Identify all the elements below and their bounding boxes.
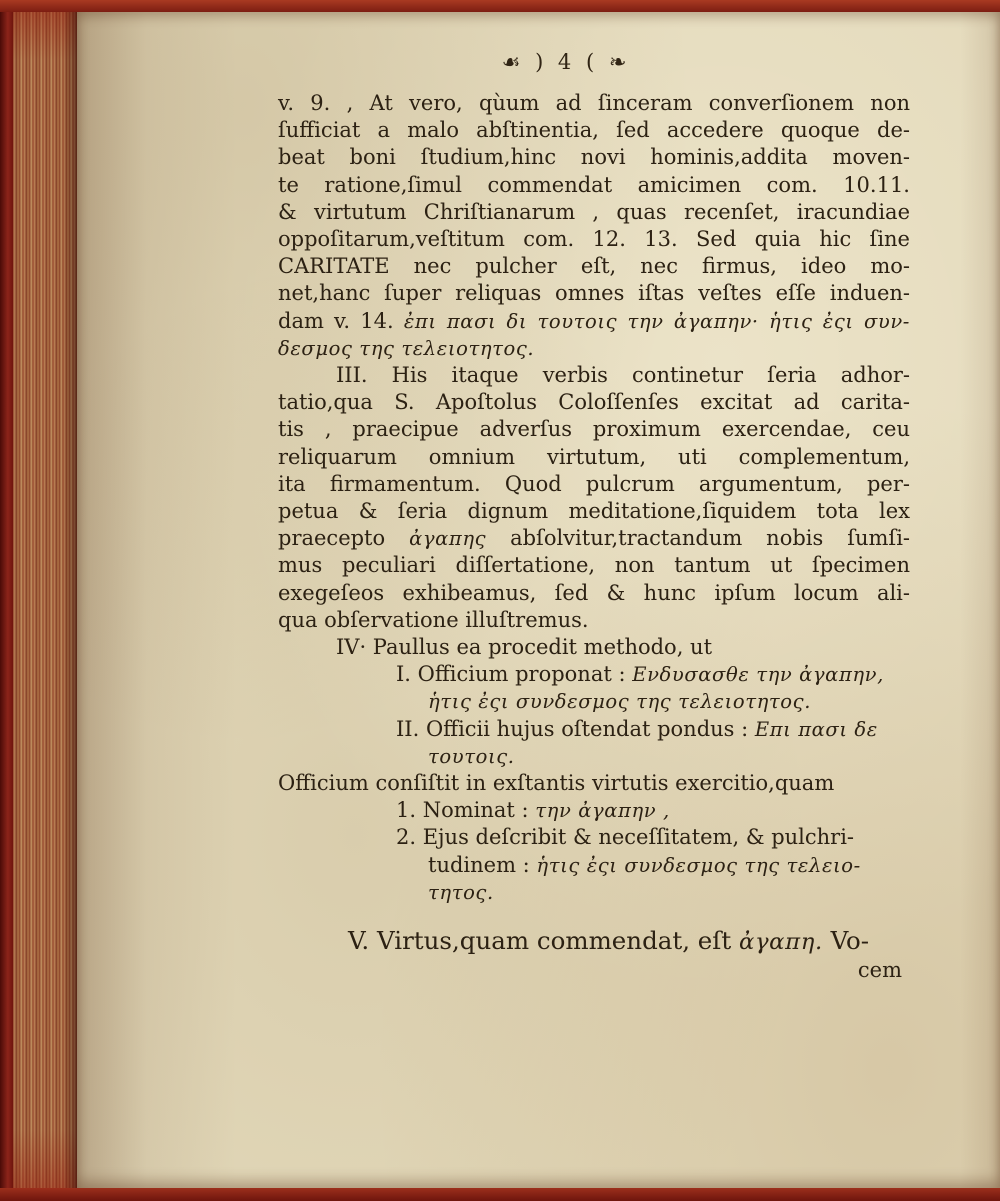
cover-edge-bottom <box>0 1188 1000 1201</box>
page-number-header: ☙ ) 4 ( ❧ <box>501 50 631 74</box>
text-line: ἡτις ἐςι συνδεσμος της τελειοτητος. <box>428 690 811 714</box>
text-line: petua & ſeria dignum meditatione,ſiquidem tota lex <box>278 499 910 524</box>
text-line: CARITATE nec pulcher eſt, nec firmus, ideo mo- <box>278 254 910 279</box>
stacked-page-edges <box>13 0 77 1201</box>
text-line: δεσμος της τελειοτητος. <box>278 336 535 360</box>
text-block <box>278 50 910 984</box>
text-line: 1. Nominat : την ἀγαπην , <box>396 798 670 823</box>
text-line: ſufficiat a malo abſtinentia, ſed accedere quoque de- <box>278 118 910 143</box>
text-line: exegeſeos exhibeamus, ſed & hunc ipſum locum ali- <box>278 580 910 605</box>
text-line: oppoſitarum,veſtitum com. 12. 13. Sed quia hic ſine <box>278 227 910 252</box>
text-line: praecepto ἀγαπης abſolvitur,tractandum nobis ſumſi- <box>278 526 910 551</box>
text-line: V. Virtus,quam commendat, eſt ἀγαπη. Vo- <box>348 926 870 956</box>
text-line: mus peculiari diſſertatione, non tantum ut ſpecimen <box>278 553 910 578</box>
text-line: reliquarum omnium virtutum, uti complementum, <box>278 444 910 469</box>
text-line: τουτοις. <box>428 744 515 768</box>
body-lines <box>278 90 910 984</box>
text-line: dam v. 14. ἐπι πασι δι τουτοις την ἀγαπην· ἡτις ἐςι συν- <box>278 308 910 333</box>
text-line: II. Officii hujus oſtendat pondus : Επι πασι δε <box>396 716 878 741</box>
text-line: I. Officium proponat : Ενδυσασθε την ἀγαπην, <box>396 662 884 687</box>
text-line: IV· Paullus ea procedit methodo, ut <box>336 635 713 660</box>
cover-edge-top <box>0 0 1000 12</box>
text-line: tis , praecipue adverſus proximum exercendae, ceu <box>278 417 910 442</box>
text-line: cem <box>857 958 902 983</box>
text-line: III. His itaque verbis continetur ſeria adhor- <box>336 363 910 388</box>
book-spine <box>0 0 13 1201</box>
text-line: τητος. <box>428 880 494 904</box>
text-line: net,hanc ſuper reliquas omnes iſtas veſtes eſſe induen- <box>278 281 910 306</box>
text-line: beat boni ſtudium,hinc novi hominis,addita moven- <box>278 145 910 170</box>
text-line: & virtutum Chriſtianarum , quas recenſet, iracundiae <box>278 199 910 224</box>
text-line: ita firmamentum. Quod pulcrum argumentum, per- <box>278 471 910 496</box>
text-line: qua obſervatione illuſtremus. <box>278 607 589 632</box>
text-line: tatio,qua S. Apoſtolus Coloſſenſes excitat ad carita- <box>278 390 910 415</box>
text-line: Officium conſiſtit in exſtantis virtutis exercitio,quam <box>278 771 835 796</box>
text-line: v. 9. , At vero, qùum ad ſinceram converſionem non <box>278 91 910 115</box>
text-line: 2. Ejus deſcribit & neceſſitatem, & pulchri- <box>396 825 855 850</box>
text-line: tudinem : ἡτις ἐςι συνδεσμος της τελειο- <box>428 852 861 877</box>
text-line: te ratione,ſimul commendat amicimen com. 10.11. <box>278 172 910 197</box>
